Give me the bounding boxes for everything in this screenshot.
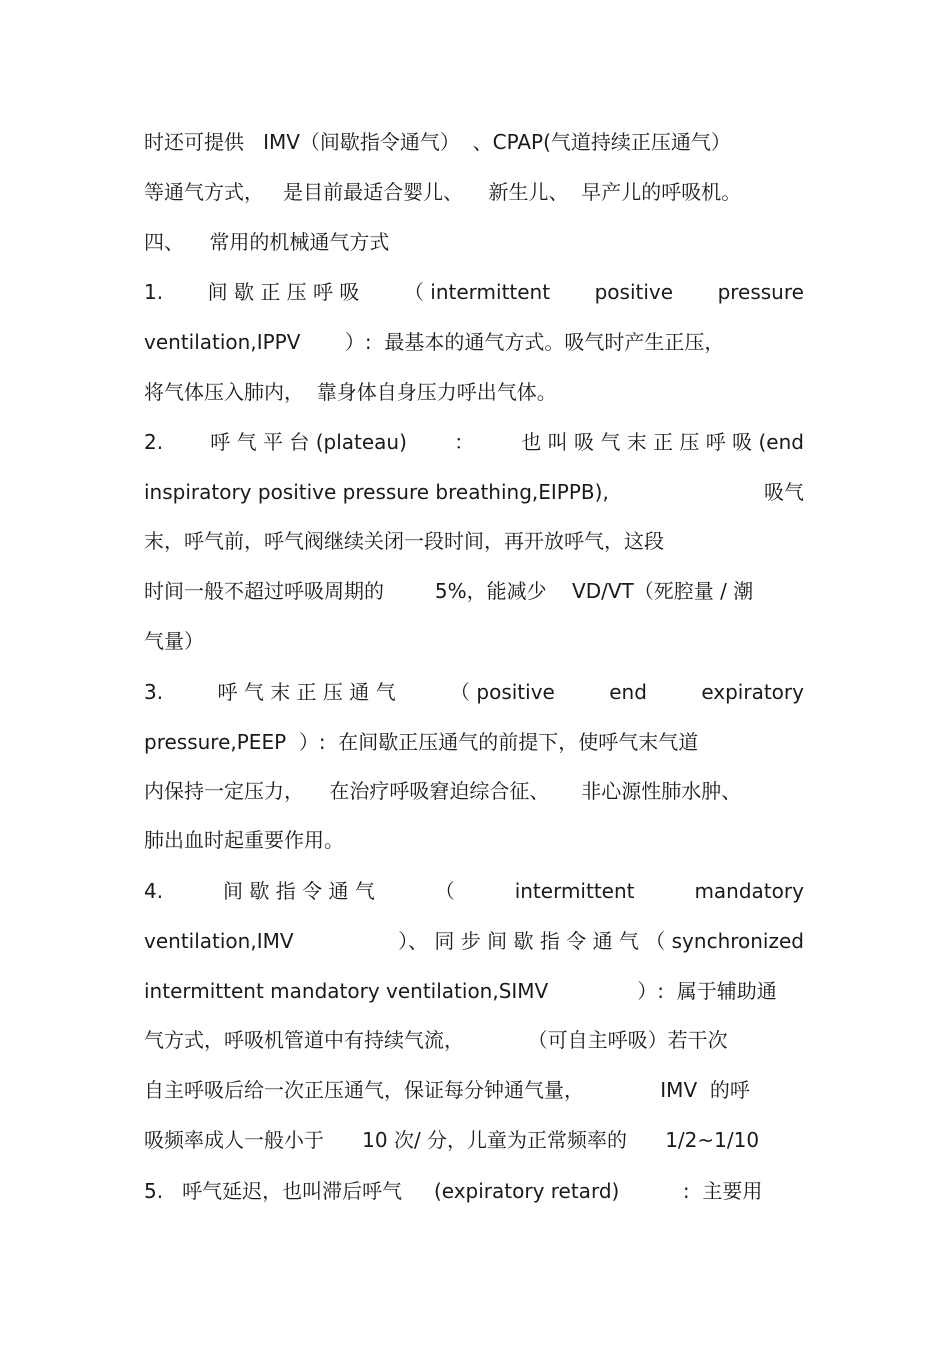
- text-line-plateau-head: [144, 427, 804, 457]
- text-line-imv-desc-3: 吸频率成人一般小于 10 次/ 分，儿童为正常频率的 1/2~1/10: [144, 1128, 760, 1152]
- text-line-ippv-desc: 将气体压入肺内， 靠身体自身压力呼出气体。: [144, 380, 557, 404]
- text-fragment: pressure: [717, 280, 804, 304]
- text-fragment: 吸气: [764, 480, 804, 504]
- text-fragment: inspiratory positive pressure breathing,EIPPB),: [144, 480, 609, 504]
- text-line-simv-def: intermittent mandatory ventilation,SIMV ）: 属于辅助通: [144, 979, 777, 1003]
- text-line-peep-def: pressure,PEEP ）: 在间歇正压通气的前提下，使呼气末气道: [144, 730, 699, 754]
- text-line-peep-head: [144, 677, 804, 707]
- text-line-retard-head: 5. 呼气延迟，也叫滞后呼气 (expiratory retard) : 主要用: [144, 1179, 763, 1203]
- text-fragment: 也 叫 吸 气 末 正 压 呼 吸 (end: [521, 430, 804, 454]
- item-number: 2.: [144, 430, 164, 454]
- item-number: 1.: [144, 280, 164, 304]
- text-line-plateau-desc-1: 末，呼气前，呼气阀继续关闭一段时间，再开放呼气，这段: [144, 529, 664, 553]
- text-fragment: end: [609, 680, 647, 704]
- text-fragment: expiratory: [701, 680, 804, 704]
- text-fragment: （: [434, 879, 455, 903]
- text-fragment: （ positive: [450, 680, 555, 704]
- text-line-imv-desc-1: 气方式，呼吸机管道中有持续气流， （可自主呼吸）若干次: [144, 1028, 728, 1052]
- text-line-plateau-desc-2: 时间一般不超过呼吸周期的 5%，能减少 VD/VT（死腔量 / 潮: [144, 579, 754, 603]
- item-number: 3.: [144, 680, 164, 704]
- text-line-2: 等通气方式， 是目前最适合婴儿、 新生儿、 早产儿的呼吸机。: [144, 180, 742, 204]
- text-line-peep-desc-1: 内保持一定压力， 在治疗呼吸窘迫综合征、 非心源性肺水肿、: [144, 779, 742, 803]
- text-fragment: ventilation,IMV: [144, 929, 294, 953]
- text-line-imv-head: [144, 876, 804, 906]
- text-line-imv-desc-2: 自主呼吸后给一次正压通气，保证每分钟通气量， IMV 的呼: [144, 1078, 750, 1102]
- item-number: 4.: [144, 879, 164, 903]
- text-fragment: positive: [594, 280, 674, 304]
- text-fragment: intermittent: [514, 879, 635, 903]
- text-fragment: ）、 同 步 间 歇 指 令 通 气 （ synchronized: [398, 929, 804, 953]
- section-heading: 四、 常用的机械通气方式: [144, 230, 390, 254]
- text-line-simv: [144, 926, 804, 956]
- text-fragment: 呼 气 末 正 压 通 气: [217, 680, 396, 704]
- text-line-ippv-def: ventilation,IPPV ）: 最基本的通气方式。吸气时产生正压，: [144, 330, 725, 354]
- text-line-ippv-head: [144, 277, 804, 307]
- text-fragment: 呼 气 平 台 (plateau): [210, 430, 407, 454]
- text-fragment: 间 歇 指 令 通 气: [223, 879, 375, 903]
- text-fragment: ：: [454, 430, 475, 454]
- text-fragment: mandatory: [694, 879, 804, 903]
- text-fragment: （ intermittent: [403, 280, 551, 304]
- text-line-eippb: [144, 477, 804, 507]
- text-fragment: 间 歇 正 压 呼 吸: [207, 280, 360, 304]
- text-line-1: 时还可提供 IMV（间歇指令通气） 、CPAP(气道持续正压通气）: [144, 130, 731, 154]
- text-line-peep-desc-2: 肺出血时起重要作用。: [144, 828, 344, 852]
- text-line-plateau-desc-3: 气量）: [144, 629, 204, 653]
